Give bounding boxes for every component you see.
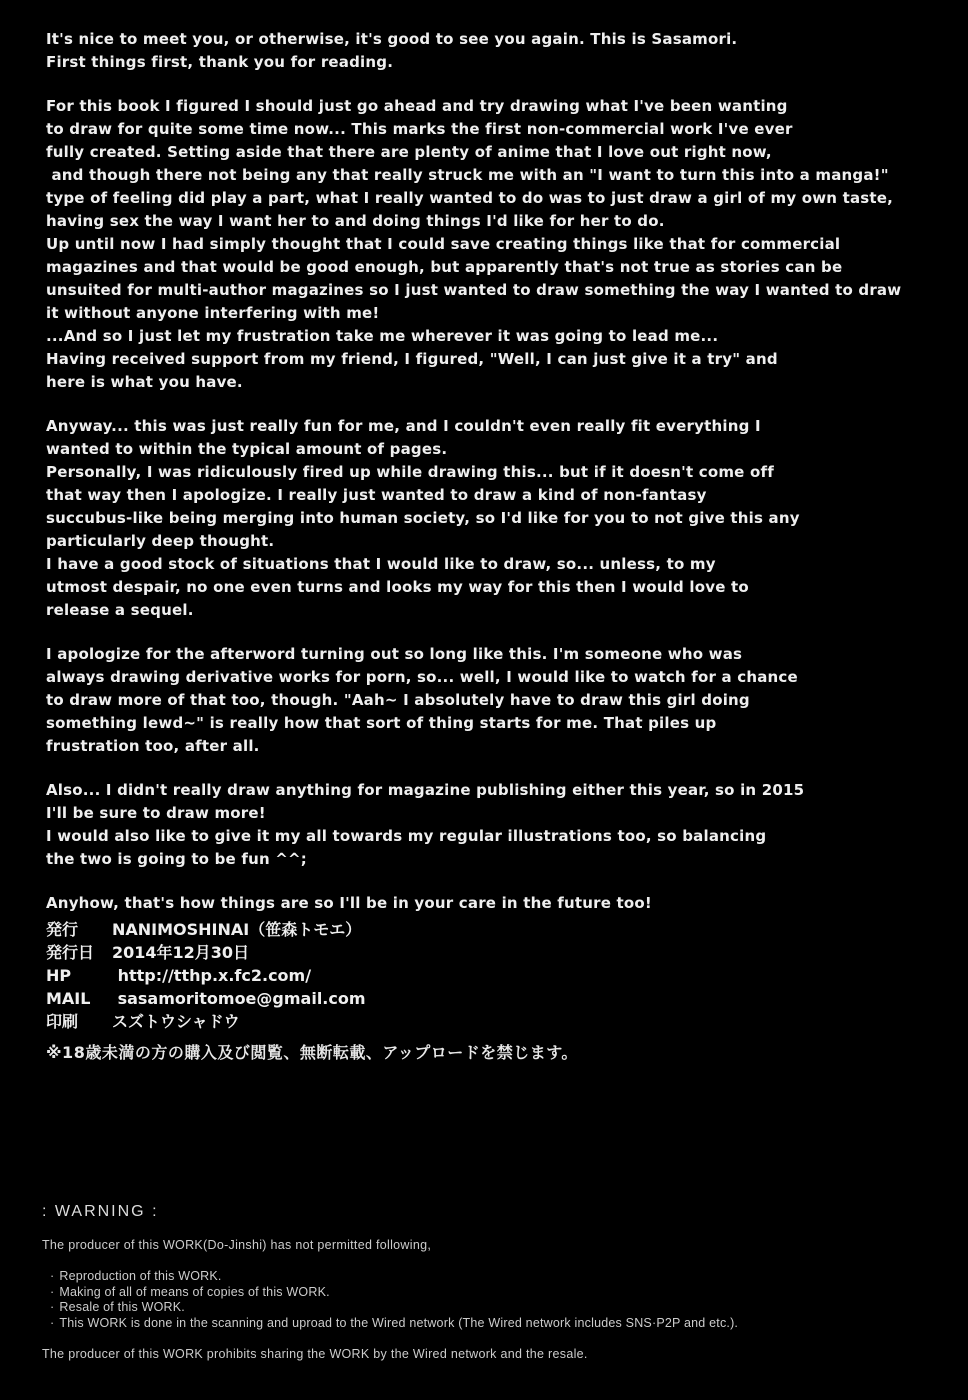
bullet-icon: · — [50, 1284, 55, 1299]
colophon-value: スズトウシャドウ — [112, 1012, 240, 1031]
warning-intro: The producer of this WORK(Do-Jinshi) has not permitted following, — [42, 1238, 432, 1252]
colophon — [46, 918, 366, 1033]
colophon-value: NANIMOSHINAI（笹森トモエ） — [112, 920, 362, 939]
bullet-icon: · — [50, 1315, 55, 1330]
colophon-label: 発行 — [46, 920, 79, 939]
colophon-label: 印刷 — [46, 1012, 79, 1031]
afterword-text — [46, 28, 928, 936]
afterword-paragraph: For this book I figured I should just go ahead and try drawing what I've been wanting to draw for quite some time now... This marks the first non-commercial work I've ever fully created. Setting aside that there are plenty of anime that I love out right now, and though there not being any that really struck me with an "I want to turn this into a manga!" type of feeling did play a part, what I really wanted to do was to just draw a girl of my own taste, having sex the way I want her to and doing things I'd like for her to do. Up until now I had simply thought that I could save creating things like that for commercial magazines and that would be good enough, but apparently that's not true as stories can be unsuited for multi-author magazines so I just wanted to draw something the way I wanted to draw it without anyone interfering with me! ...And so I just let my frustration take me wherever it was going to lead me... Having received support from my friend, I figured, "Well, I can just give it a try" and here is what you have. — [46, 97, 902, 391]
colophon-value: sasamoritomoe@gmail.com — [112, 989, 366, 1008]
warning-footer: The producer of this WORK prohibits sharing the WORK by the Wired network and the resale. — [42, 1347, 588, 1361]
warning-item-list — [42, 1269, 938, 1331]
afterword-paragraph: I apologize for the afterword turning out so long like this. I'm someone who was always drawing derivative works for porn, so... well, I would like to watch for a chance to draw more of that too, though. "Aah~ I absolutely have to draw this girl doing something lewd~" is really how that sort of thing starts for me. That piles up frustration too, after all. — [46, 645, 798, 755]
afterword-paragraph: Anyway... this was just really fun for me, and I couldn't even really fit everything I wanted to within the typical amount of pages. Personally, I was ridiculously fired up while drawing this... but if it doesn't come off that way then I apologize. I really just wanted to draw a kind of non-fantasy succubus-like being merging into human society, so I'd like for you to not give this any particularly deep thought. I have a good stock of situations that I would like to draw, so... unless, to my utmost despair, no one even turns and looks my way for this then I would love to release a sequel. — [46, 417, 800, 619]
colophon-label: HP — [46, 966, 72, 985]
colophon-label: MAIL — [46, 989, 91, 1008]
warning-section — [42, 1203, 938, 1361]
colophon-value: http://tthp.x.fc2.com/ — [112, 966, 312, 985]
afterword-paragraph: Anyhow, that's how things are so I'll be in your care in the future too! — [46, 894, 652, 912]
warning-item: · Resale of this WORK. — [50, 1300, 185, 1314]
colophon-row — [46, 987, 366, 1010]
colophon-row — [46, 1010, 366, 1033]
colophon-label: 発行日 — [46, 943, 95, 962]
colophon-row — [46, 941, 366, 964]
warning-item: · Making of all of means of copies of this WORK. — [50, 1284, 330, 1299]
colophon-row — [46, 918, 366, 941]
bullet-icon: · — [50, 1269, 55, 1283]
warning-item: · This WORK is done in the scanning and uproad to the Wired network (The Wired network includes SNS·P2P and etc.). — [50, 1315, 739, 1330]
warning-item: · Reproduction of this WORK. — [50, 1269, 222, 1283]
age-restriction-notice: ※18歳未満の方の購入及び閲覧、無断転載、アップロードを禁じます。 — [46, 1043, 578, 1062]
afterword-paragraph: It's nice to meet you, or otherwise, it's good to see you again. This is Sasamori. First things first, thank you for reading. — [46, 30, 738, 71]
colophon-row — [46, 964, 366, 987]
warning-title: : WARNING : — [42, 1203, 159, 1220]
afterword-paragraph: Also... I didn't really draw anything for magazine publishing either this year, so in 2015 I'll be sure to draw more! I would also like to give it my all towards my regular illustrations too, so balancing the two is going to be fun ^^; — [46, 781, 805, 868]
colophon-value: 2014年12月30日 — [112, 943, 250, 962]
bullet-icon: · — [50, 1300, 55, 1314]
